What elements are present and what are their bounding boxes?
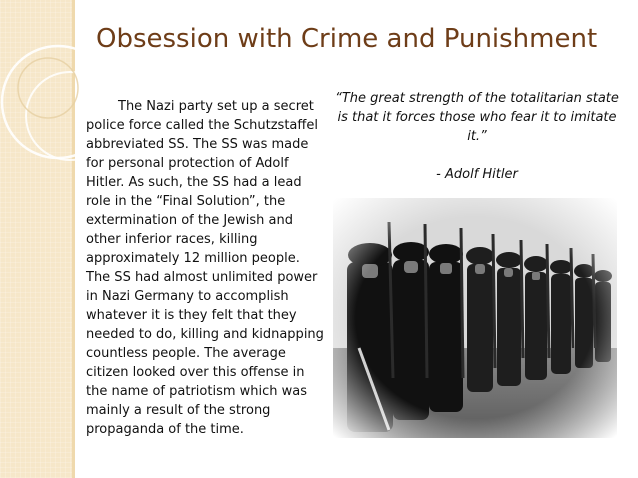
slide-title: Obsession with Crime and Punishment [96,24,598,54]
quote-author: - Adolf Hitler [436,167,518,182]
soldiers-photo-illustration [333,198,617,438]
decorative-left-band [0,0,75,478]
body-text: The Nazi party set up a secret police force called the Schutzstaffel abbreviated SS. The SS was made for personal protection of Adolf Hitler. As such, the SS had a lead role in the “Final Solution”, the extermination of the Jewish and other inferior races, killing approximately 12 million people. The SS had almost unlimited power in Nazi Germany to accomplish whatever it is they felt that they needed to do, killing and kidnapping countless people. The average citizen looked over this offense in the name of patriotism which was mainly a result of the strong propaganda of the time. [86,99,324,437]
photo-vignette [333,198,617,438]
soldiers-photo [333,198,617,438]
body-paragraph [86,97,326,439]
quote-text: “The great strength of the totalitarian state is that it forces those who fear it to imitate it.” [335,91,619,144]
